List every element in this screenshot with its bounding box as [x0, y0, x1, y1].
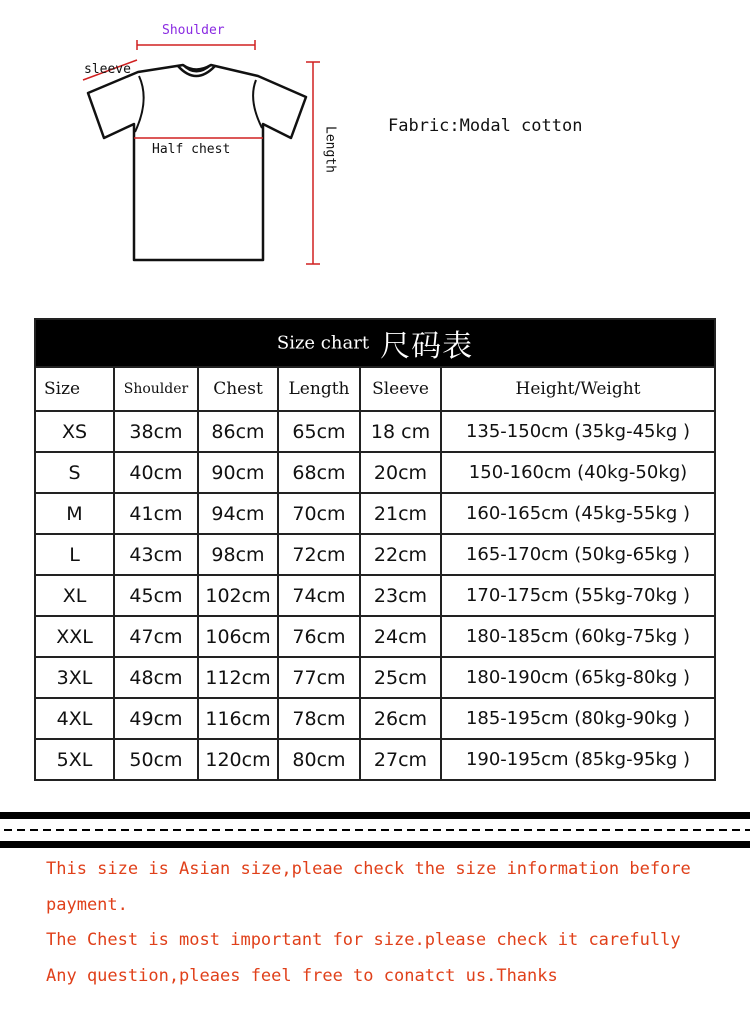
cell-size: XXL: [35, 616, 114, 657]
cell-height-weight: 170-175cm (55kg-70kg ): [441, 575, 715, 616]
cell-chest: 112cm: [198, 657, 278, 698]
cell-sleeve: 18 cm: [360, 411, 441, 452]
size-chart-title-en: Size chart: [276, 332, 370, 354]
header-shoulder: Shoulder: [114, 367, 198, 411]
note-line-4: Any question,pleaes feel free to conatct us.Thanks: [46, 965, 558, 986]
cell-size: XL: [35, 575, 114, 616]
table-row: [35, 698, 715, 739]
cell-shoulder: 41cm: [114, 493, 198, 534]
size-chart-title-cn: 尺码表: [380, 329, 474, 364]
cell-chest: 86cm: [198, 411, 278, 452]
cell-length: 80cm: [278, 739, 360, 780]
cell-size: 4XL: [35, 698, 114, 739]
header-sleeve: Sleeve: [360, 367, 441, 411]
cell-size: XS: [35, 411, 114, 452]
cell-length: 68cm: [278, 452, 360, 493]
cell-length: 72cm: [278, 534, 360, 575]
cell-shoulder: 43cm: [114, 534, 198, 575]
cell-sleeve: 23cm: [360, 575, 441, 616]
cell-size: S: [35, 452, 114, 493]
cell-sleeve: 20cm: [360, 452, 441, 493]
cell-size: 3XL: [35, 657, 114, 698]
cell-chest: 120cm: [198, 739, 278, 780]
table-row: [35, 411, 715, 452]
table-row: [35, 534, 715, 575]
cell-height-weight: 180-190cm (65kg-80kg ): [441, 657, 715, 698]
size-chart-table: [34, 318, 716, 781]
cell-height-weight: 150-160cm (40kg-50kg): [441, 452, 715, 493]
cell-size: 5XL: [35, 739, 114, 780]
cell-shoulder: 50cm: [114, 739, 198, 780]
cell-sleeve: 26cm: [360, 698, 441, 739]
cell-sleeve: 22cm: [360, 534, 441, 575]
cell-shoulder: 40cm: [114, 452, 198, 493]
dashed-divider: [0, 812, 750, 848]
cell-chest: 102cm: [198, 575, 278, 616]
cell-length: 70cm: [278, 493, 360, 534]
length-label: Length: [322, 126, 338, 173]
cell-shoulder: 49cm: [114, 698, 198, 739]
cell-sleeve: 25cm: [360, 657, 441, 698]
header-chest: Chest: [198, 367, 278, 411]
fabric-info: Fabric:Modal cotton: [388, 116, 583, 136]
cell-chest: 106cm: [198, 616, 278, 657]
cell-chest: 116cm: [198, 698, 278, 739]
cell-height-weight: 160-165cm (45kg-55kg ): [441, 493, 715, 534]
sleeve-label: sleeve: [84, 62, 131, 77]
cell-height-weight: 180-185cm (60kg-75kg ): [441, 616, 715, 657]
cell-chest: 94cm: [198, 493, 278, 534]
cell-length: 74cm: [278, 575, 360, 616]
half-chest-label: Half chest: [152, 142, 231, 157]
table-row: [35, 657, 715, 698]
table-row: [35, 493, 715, 534]
table-row: [35, 575, 715, 616]
table-row: [35, 739, 715, 780]
cell-chest: 90cm: [198, 452, 278, 493]
cell-sleeve: 24cm: [360, 616, 441, 657]
cell-height-weight: 185-195cm (80kg-90kg ): [441, 698, 715, 739]
tshirt-outline-icon: [0, 0, 750, 300]
tshirt-measurement-diagram: [0, 0, 750, 300]
note-line-3: The Chest is most important for size.please check it carefully: [46, 930, 681, 950]
table-row: [35, 616, 715, 657]
cell-chest: 98cm: [198, 534, 278, 575]
cell-height-weight: 165-170cm (50kg-65kg ): [441, 534, 715, 575]
header-height-weight: Height/Weight: [441, 367, 715, 411]
cell-length: 77cm: [278, 657, 360, 698]
size-chart-title-row: [35, 319, 715, 367]
cell-sleeve: 27cm: [360, 739, 441, 780]
cell-length: 65cm: [278, 411, 360, 452]
cell-height-weight: 190-195cm (85kg-95kg ): [441, 739, 715, 780]
note-line-1: This size is Asian size,pleae check the size information before: [46, 859, 691, 879]
cell-length: 76cm: [278, 616, 360, 657]
cell-height-weight: 135-150cm (35kg-45kg ): [441, 411, 715, 452]
cell-sleeve: 21cm: [360, 493, 441, 534]
size-chart-header-row: [35, 367, 715, 411]
table-row: [35, 452, 715, 493]
cell-shoulder: 45cm: [114, 575, 198, 616]
cell-shoulder: 47cm: [114, 616, 198, 657]
cell-size: L: [35, 534, 114, 575]
header-size: Size: [35, 367, 114, 411]
cell-shoulder: 38cm: [114, 411, 198, 452]
note-line-2: payment.: [46, 894, 128, 915]
shoulder-label: Shoulder: [162, 23, 225, 38]
size-chart-title: [35, 319, 715, 367]
cell-shoulder: 48cm: [114, 657, 198, 698]
cell-length: 78cm: [278, 698, 360, 739]
size-chart-body: [35, 411, 715, 780]
cell-size: M: [35, 493, 114, 534]
size-notes: [46, 852, 736, 994]
header-length: Length: [278, 367, 360, 411]
